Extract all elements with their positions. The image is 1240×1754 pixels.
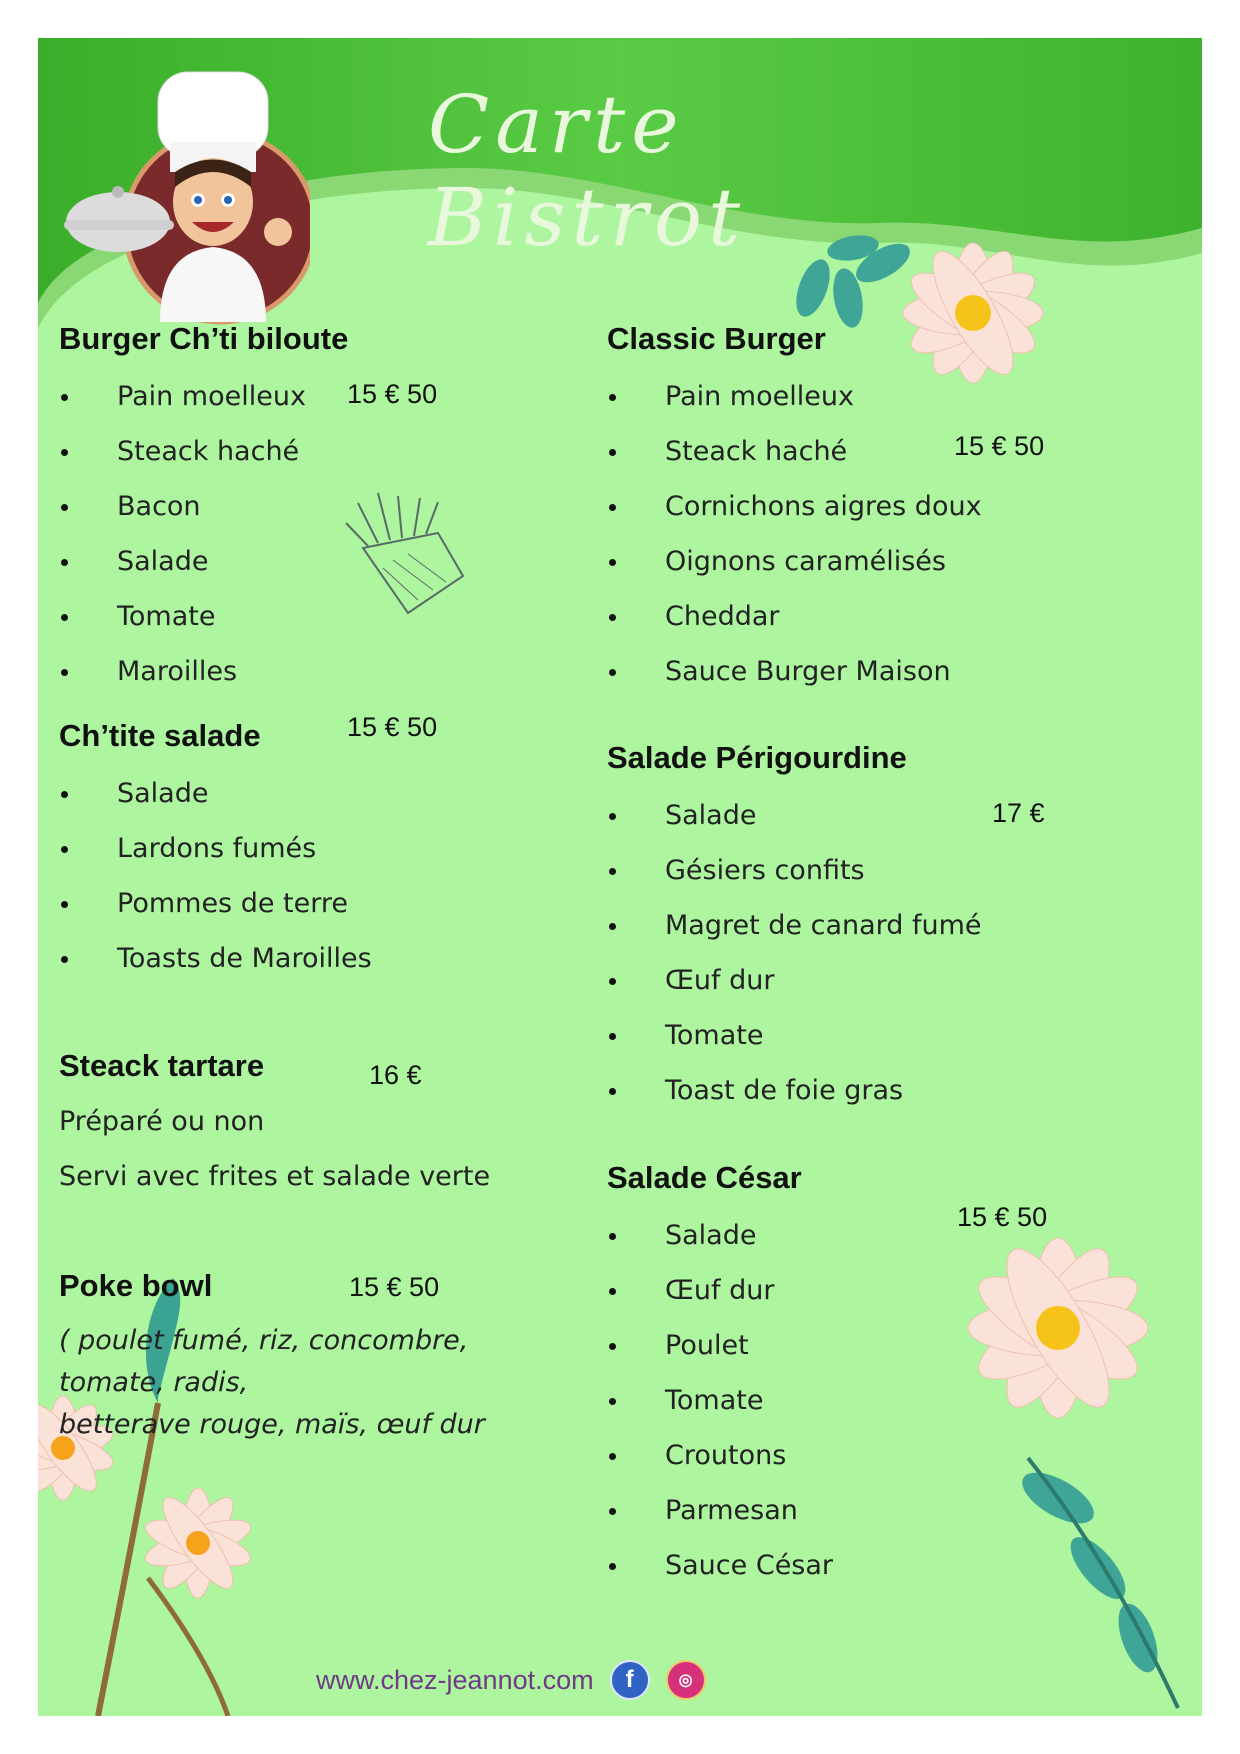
price: 15 € 50 (954, 431, 1045, 461)
list-item: Bacon (59, 479, 529, 534)
price: 15 € 50 (957, 1202, 1048, 1232)
list-item: Sauce César (607, 1538, 1087, 1593)
section-title: Salade Périgourdine (607, 740, 907, 775)
description-line: ( poulet fumé, riz, concombre, (59, 1325, 469, 1356)
list-item: Toasts de Maroilles (59, 931, 529, 986)
section-title: Classic Burger (607, 321, 826, 356)
price: 15 € 50 (349, 1272, 440, 1302)
section-burger-chti (59, 321, 529, 699)
menu-title: Carte Bistrot (428, 78, 747, 264)
section-steack-tartare (59, 1048, 529, 1204)
facebook-icon[interactable]: f (610, 1660, 650, 1700)
description-line: Servi avec frites et salade verte (59, 1161, 491, 1192)
chef-icon (60, 62, 310, 327)
list-item: Magret de canard fumé (607, 898, 1087, 953)
price: 15 € 50 (347, 712, 438, 742)
description-line: Préparé ou non (59, 1106, 265, 1137)
price: 15 € 50 (347, 379, 438, 409)
list-item: Salade (59, 534, 529, 589)
list-item: Œuf dur (607, 953, 1087, 1008)
description-line: tomate, radis, (59, 1367, 249, 1398)
section-title: Burger Ch’ti biloute (59, 321, 349, 356)
menu-sheet (38, 38, 1202, 1716)
ingredient-list (59, 766, 529, 986)
section-chtite-salade (59, 712, 529, 986)
list-item: Cornichons aigres doux (607, 479, 1087, 534)
section-poke-bowl (59, 1268, 529, 1446)
section-title: Ch’tite salade (59, 718, 261, 753)
section-title: Salade César (607, 1160, 802, 1195)
list-item: Salade (607, 788, 1087, 843)
list-item: Parmesan (607, 1483, 1087, 1538)
list-item: Cheddar (607, 589, 1087, 644)
price: 17 € (992, 798, 1045, 828)
website-link[interactable]: www.chez-jeannot.com (316, 1664, 594, 1695)
ingredient-list (607, 788, 1087, 1118)
list-item: Salade (607, 1208, 1087, 1263)
list-item: Maroilles (59, 644, 529, 699)
section-title: Poke bowl (59, 1268, 213, 1303)
section-title: Steack tartare (59, 1048, 265, 1083)
list-item: Pommes de terre (59, 876, 529, 931)
list-item: Gésiers confits (607, 843, 1087, 898)
list-item: Tomate (59, 589, 529, 644)
instagram-icon[interactable]: ◎ (666, 1660, 706, 1700)
list-item: Steack haché (59, 424, 529, 479)
list-item: Tomate (607, 1008, 1087, 1063)
description-line: betterave rouge, maïs, œuf dur (59, 1409, 485, 1440)
list-item: Sauce Burger Maison (607, 644, 1087, 699)
list-item: Croutons (607, 1428, 1087, 1483)
ingredient-list (607, 1208, 1087, 1593)
ingredient-list (607, 369, 1087, 699)
price: 16 € (369, 1060, 422, 1090)
list-item: Œuf dur (607, 1263, 1087, 1318)
section-salade-cesar (607, 1160, 1087, 1593)
list-item: Lardons fumés (59, 821, 529, 876)
list-item: Toast de foie gras (607, 1063, 1087, 1118)
section-classic-burger (607, 321, 1087, 699)
list-item: Steack haché (607, 424, 1087, 479)
list-item: Tomate (607, 1373, 1087, 1428)
list-item: Pain moelleux (607, 369, 1087, 424)
list-item: Salade (59, 766, 529, 821)
list-item: Poulet (607, 1318, 1087, 1373)
ingredient-list (59, 369, 529, 699)
footer (316, 1660, 706, 1700)
section-salade-perigourdine (607, 740, 1087, 1118)
list-item: Oignons caramélisés (607, 534, 1087, 589)
list-item: Pain moelleux (59, 369, 529, 424)
